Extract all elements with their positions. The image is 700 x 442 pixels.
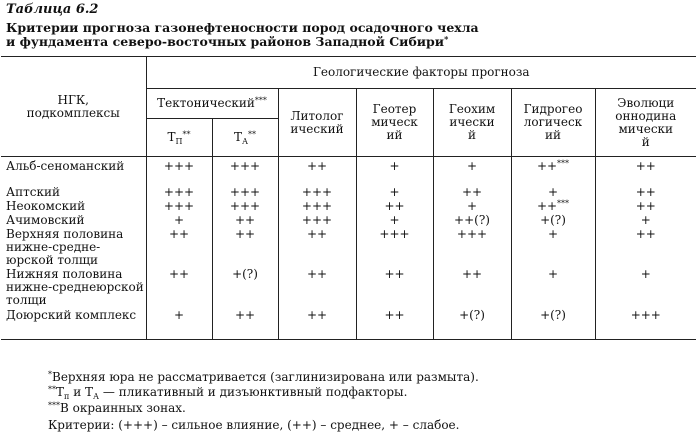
- header-evol: [595, 89, 696, 157]
- cell-geochem: +++: [433, 228, 511, 268]
- row-name: Неокомский: [1, 200, 146, 214]
- cell-litho: +++: [278, 186, 356, 200]
- cell-evol: ++: [635, 226, 656, 241]
- table-row: [1, 186, 696, 200]
- cell-hydro-value: +: [547, 226, 559, 241]
- cell-geochem: +: [433, 200, 511, 214]
- title-line-2: [6, 35, 479, 49]
- footnote-2-ta-sub: А: [93, 392, 100, 401]
- cell-tp: +++: [146, 160, 212, 186]
- cell-evol: +: [640, 212, 651, 227]
- cell-tp: +: [146, 309, 212, 340]
- cell-hydro-value: +(?): [540, 307, 566, 322]
- cell-litho: ++: [278, 160, 356, 186]
- footnote-1-mark: *: [48, 370, 52, 379]
- cell-ta: +++: [212, 200, 278, 214]
- footnote-1-text: Верхняя юра не рассматривается (заглинизирована или размыта).: [52, 370, 479, 384]
- header-ta-mark: **: [248, 129, 257, 139]
- header-hydro: [511, 89, 595, 157]
- cell-hydro-value: ++: [536, 158, 558, 173]
- row-name: Ачимовский: [1, 214, 146, 228]
- cell-hydro-mark: ***: [557, 198, 570, 208]
- table-row: [1, 268, 696, 309]
- header-evol-label: Эволюционнодинамический: [615, 95, 677, 149]
- footnote-3-mark: ***: [48, 401, 60, 410]
- table-row: [1, 228, 696, 268]
- footnote-2: [48, 385, 479, 401]
- cell-litho: ++: [278, 309, 356, 340]
- cell-hydro: [511, 309, 595, 340]
- cell-ta: ++: [212, 228, 278, 268]
- header-ta-letter: Т: [233, 129, 242, 144]
- footnote-2-tp: Т: [56, 385, 65, 399]
- cell-hydro: [511, 160, 595, 186]
- cell-evol: ++: [635, 198, 656, 213]
- cell-hydro: [511, 186, 595, 200]
- header-ngk-label: НГК, подкомплексы: [26, 92, 120, 120]
- footnote-2-tp-sub: п: [64, 392, 70, 401]
- title-footnote-mark: *: [444, 34, 449, 44]
- footnote-1: [48, 370, 479, 385]
- cell-geotherm: ++: [356, 268, 433, 309]
- table-row: [1, 214, 696, 228]
- cell-litho: +++: [278, 214, 356, 228]
- footnotes: [48, 370, 479, 416]
- cell-hydro: [511, 214, 595, 228]
- header-tectonic-label: Тектонический: [157, 96, 255, 110]
- cell-hydro-value: +: [547, 184, 559, 199]
- row-name: Верхняя половина нижне-средне-юрской толщи: [1, 228, 146, 268]
- cell-hydro: [511, 228, 595, 268]
- footnote-2-mark: **: [48, 385, 56, 394]
- cell-hydro-value: +: [547, 266, 559, 281]
- cell-evol: ++: [635, 184, 656, 199]
- cell-geochem: +: [433, 160, 511, 186]
- cell-tp: ++: [146, 268, 212, 309]
- header-ta-sub: А: [241, 136, 249, 146]
- cell-geotherm: ++: [356, 309, 433, 340]
- cell-geochem: ++: [433, 186, 511, 200]
- cell-ta: ++: [212, 214, 278, 228]
- cell-geochem: +(?): [433, 309, 511, 340]
- row-name: Нижняя половина нижне-среднеюрской толщи: [1, 268, 146, 309]
- cell-geotherm: +: [356, 214, 433, 228]
- cell-ta: ++: [212, 309, 278, 340]
- header-geotherm-label: Геотермический: [371, 102, 418, 142]
- footnote-3: [48, 401, 479, 416]
- cell-evol: ++: [635, 158, 656, 173]
- table-caption: Таблица 6.2: [6, 2, 99, 17]
- header-factors: Геологические факторы прогноза: [146, 57, 696, 89]
- header-tectonic-mark: ***: [254, 96, 267, 105]
- cell-litho: +++: [278, 200, 356, 214]
- table-body: [1, 157, 696, 340]
- table-title: [6, 21, 479, 49]
- footnote-3-text: В окраинных зонах.: [60, 401, 186, 415]
- table-row: [1, 200, 696, 214]
- header-hydro-label: Гидрогеологический: [523, 102, 583, 142]
- header-geochem: [433, 89, 511, 157]
- cell-tp: +++: [146, 200, 212, 214]
- criteria-legend: Критерии: (+++) – сильное влияние, (++) – среднее, + – слабое.: [48, 418, 460, 432]
- cell-ta: +++: [212, 186, 278, 200]
- cell-litho: ++: [278, 268, 356, 309]
- header-ta: [212, 119, 278, 157]
- table-row: [1, 160, 696, 186]
- cell-geochem: ++(?): [433, 214, 511, 228]
- cell-geotherm: +++: [356, 228, 433, 268]
- row-name: Альб-сеноманский: [1, 160, 146, 186]
- header-tp-letter: Т: [167, 129, 176, 144]
- cell-litho: ++: [278, 228, 356, 268]
- criteria-table: [1, 56, 696, 340]
- cell-hydro-mark: ***: [557, 158, 570, 168]
- cell-hydro-value: ++: [536, 198, 558, 213]
- footnote-2-ta: Т: [85, 385, 94, 399]
- header-tp-sub: П: [175, 136, 183, 146]
- header-ngk: [1, 57, 146, 157]
- cell-geotherm: ++: [356, 200, 433, 214]
- cell-ta: +++: [212, 160, 278, 186]
- cell-tp: +++: [146, 186, 212, 200]
- header-litho: [278, 89, 356, 157]
- cell-evol: +: [640, 266, 651, 281]
- row-name: Аптский: [1, 186, 146, 200]
- header-tp: [146, 119, 212, 157]
- cell-geotherm: +: [356, 160, 433, 186]
- cell-hydro: [511, 268, 595, 309]
- row-name: Доюрский комплекс: [1, 309, 146, 340]
- header-geotherm: [356, 89, 433, 157]
- cell-hydro-value: +(?): [540, 212, 566, 227]
- footnote-2-and: и: [73, 385, 82, 399]
- header-tectonic: [146, 89, 278, 119]
- footnote-2-text: — пликативный и дизъюнктивный подфакторы.: [102, 385, 408, 399]
- cell-geochem: ++: [433, 268, 511, 309]
- header-tp-mark: **: [182, 129, 191, 139]
- title-line-1: Критерии прогноза газонефтеносности пород осадочного чехла: [6, 20, 479, 35]
- table-row: [1, 309, 696, 340]
- header-litho-label: Литологический: [290, 108, 344, 136]
- cell-hydro: [511, 200, 595, 214]
- cell-evol: +++: [595, 309, 696, 340]
- cell-tp: +: [146, 214, 212, 228]
- cell-geotherm: +: [356, 186, 433, 200]
- header-geochem-label: Геохимический: [448, 102, 496, 142]
- cell-ta: +(?): [212, 268, 278, 309]
- cell-tp: ++: [146, 228, 212, 268]
- title-line-2-text: и фундамента северо-восточных районов Западной Сибири: [6, 34, 445, 49]
